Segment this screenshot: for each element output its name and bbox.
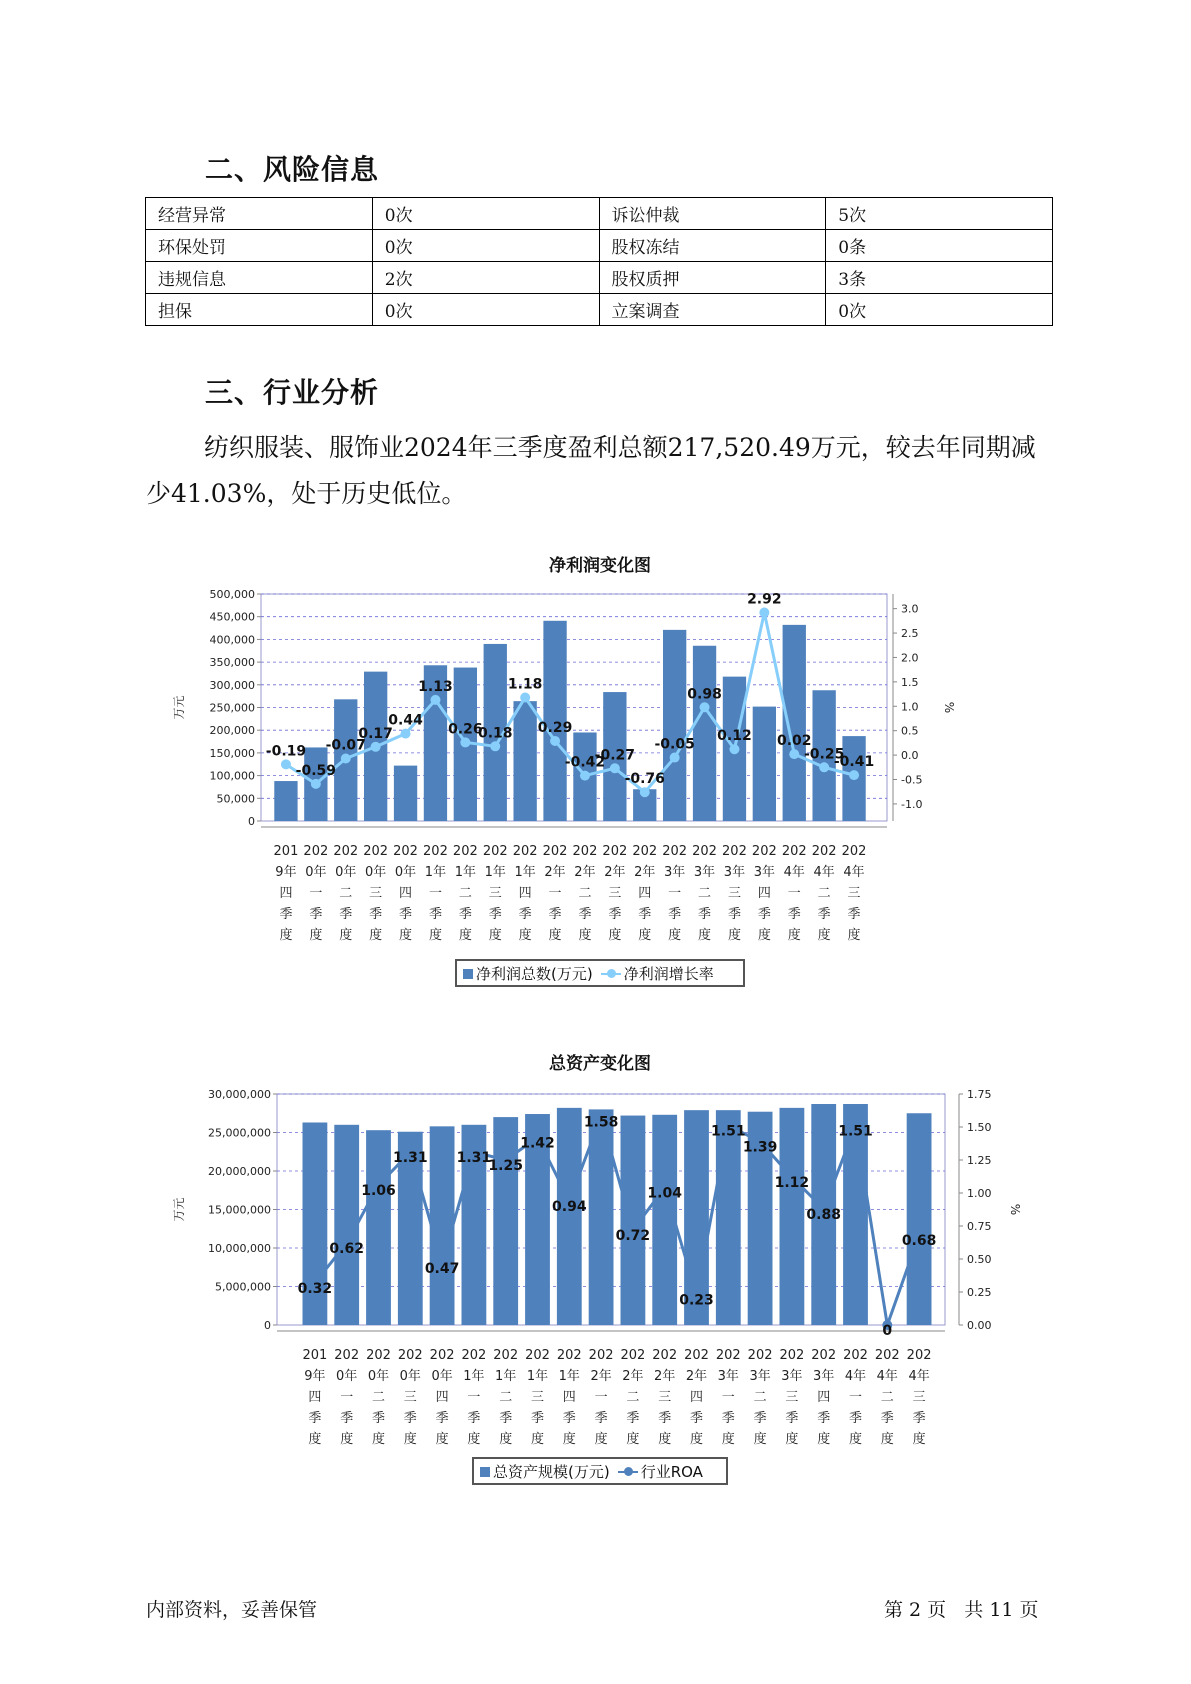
x-tick-label: 202 0年二季度 xyxy=(366,1348,391,1447)
data-label: -0.76 xyxy=(624,771,665,788)
x-tick-label: 202 1年一季度 xyxy=(423,844,448,943)
data-label: 1.13 xyxy=(418,678,453,695)
line-point xyxy=(789,749,799,759)
data-label: 1.06 xyxy=(361,1183,396,1200)
bar xyxy=(783,625,806,821)
x-tick-label: 202 0年一季度 xyxy=(334,1348,360,1447)
data-label: 1.51 xyxy=(711,1123,746,1140)
y2-tick-label: 1.75 xyxy=(967,1088,992,1101)
line-point xyxy=(371,742,381,752)
line-point xyxy=(281,759,291,769)
y2-axis-label: % xyxy=(1008,1203,1022,1216)
y-tick-label: 500,000 xyxy=(209,588,255,601)
y2-tick-label: 3.0 xyxy=(901,602,919,616)
y-tick-label: 150,000 xyxy=(209,746,255,760)
y-tick-label: 15,000,000 xyxy=(208,1203,271,1217)
data-label: -0.25 xyxy=(803,746,845,763)
risk-item-label: 诉讼仲裁 xyxy=(599,198,826,230)
x-tick-label: 202 3年二季度 xyxy=(692,844,717,943)
data-label: 1.04 xyxy=(647,1185,682,1202)
data-label: 0.26 xyxy=(448,721,483,738)
risk-table-row xyxy=(146,294,1053,326)
line-point xyxy=(610,763,620,773)
x-tick-label: 202 4年一季度 xyxy=(781,844,807,943)
x-tick-label: 202 2年二季度 xyxy=(572,844,598,943)
y2-tick-label: 0.5 xyxy=(901,724,919,738)
x-tick-label: 202 2年三季度 xyxy=(602,844,628,943)
line-point xyxy=(670,753,680,763)
x-tick-label: 202 0年三季度 xyxy=(397,1348,423,1447)
total-assets-chart xyxy=(172,1085,1022,1455)
risk-item-label: 经营异常 xyxy=(146,198,373,230)
data-label: 0.23 xyxy=(679,1292,714,1309)
risk-item-value: 0次 xyxy=(372,198,599,230)
x-tick-label: 202 3年一季度 xyxy=(662,844,688,943)
risk-item-label: 违规信息 xyxy=(146,262,373,294)
industry-paragraph xyxy=(146,425,1056,517)
y2-tick-label: 1.00 xyxy=(967,1187,992,1200)
risk-item-value: 3条 xyxy=(826,262,1053,294)
y-tick-label: 300,000 xyxy=(209,678,255,692)
y2-tick-label: 0.00 xyxy=(967,1319,992,1332)
legend-item-bar xyxy=(463,963,593,984)
y2-tick-label: 1.25 xyxy=(967,1154,992,1167)
x-tick-label: 202 0年一季度 xyxy=(303,844,329,943)
x-tick-label: 201 9年四季度 xyxy=(302,1348,328,1447)
legend-item-line xyxy=(601,963,714,984)
risk-table-row xyxy=(146,230,1053,262)
data-label: 0.17 xyxy=(358,725,393,742)
data-label: 2.92 xyxy=(747,591,782,608)
x-tick-label: 202 1年二季度 xyxy=(493,1348,519,1447)
y-tick-label: 30,000,000 xyxy=(208,1088,271,1101)
data-label: 0 xyxy=(882,1323,893,1339)
x-tick-label: 202 1年一季度 xyxy=(461,1348,487,1447)
data-label: 0.12 xyxy=(717,728,752,745)
legend-bar-label: 总资产规模(万元) xyxy=(493,1462,610,1481)
data-label: 1.39 xyxy=(742,1139,778,1156)
x-tick-label: 202 4年三季度 xyxy=(841,844,867,943)
risk-item-label: 环保处罚 xyxy=(146,230,373,262)
x-tick-label: 202 2年一季度 xyxy=(588,1348,614,1447)
line-point xyxy=(311,779,321,789)
y-axis-label: 万元 xyxy=(172,1197,186,1222)
line-point xyxy=(520,692,530,702)
data-label: -0.59 xyxy=(295,762,337,779)
data-label: 0.62 xyxy=(329,1241,364,1258)
line-point xyxy=(729,744,739,754)
risk-item-value: 0次 xyxy=(372,230,599,262)
risk-item-value: 2次 xyxy=(372,262,599,294)
data-label: -0.42 xyxy=(564,754,606,771)
data-label: 1.42 xyxy=(520,1135,555,1152)
x-tick-label: 202 3年三季度 xyxy=(722,844,747,943)
data-label: 0.44 xyxy=(388,712,423,729)
y-tick-label: 0 xyxy=(248,815,255,828)
line-point xyxy=(401,729,411,739)
bar xyxy=(557,1108,582,1325)
data-label: 1.31 xyxy=(456,1150,492,1167)
x-tick-label: 202 4年三季度 xyxy=(906,1348,932,1447)
legend-line-label: 行业ROA xyxy=(640,1462,703,1481)
bar xyxy=(779,1108,804,1325)
line-point xyxy=(460,737,470,747)
line-point xyxy=(490,741,500,751)
x-tick-label: 202 2年三季度 xyxy=(652,1348,678,1447)
chart-1-title: 净利润变化图 xyxy=(549,556,651,576)
data-label: -0.27 xyxy=(594,747,636,764)
data-label: 0.29 xyxy=(537,719,573,736)
x-tick-label: 202 2年四季度 xyxy=(632,844,658,943)
bar xyxy=(753,707,776,821)
legend-line-swatch xyxy=(618,1471,638,1473)
y2-tick-label: 1.50 xyxy=(967,1121,992,1134)
data-label: 0.02 xyxy=(776,733,812,750)
data-label: 0.68 xyxy=(901,1233,937,1250)
industry-section-title: 三、行业分析 xyxy=(205,376,380,409)
x-tick-label: 202 2年四季度 xyxy=(684,1348,709,1447)
risk-item-value: 0次 xyxy=(826,294,1053,326)
line-point xyxy=(819,762,829,772)
chart-2-title: 总资产变化图 xyxy=(549,1054,651,1074)
data-label: 0.88 xyxy=(806,1206,841,1223)
risk-item-value: 0次 xyxy=(372,294,599,326)
footer-page-number: 第 2 页 共 11 页 xyxy=(884,1599,1039,1621)
line-point xyxy=(700,702,710,712)
x-tick-label: 202 4年一季度 xyxy=(843,1348,868,1447)
y2-tick-label: 1.5 xyxy=(901,675,919,689)
y-tick-label: 100,000 xyxy=(209,769,255,783)
data-label: -0.05 xyxy=(654,736,695,753)
y2-tick-label: 2.0 xyxy=(901,651,919,665)
x-tick-label: 202 1年三季度 xyxy=(525,1348,550,1447)
risk-table-row xyxy=(146,262,1053,294)
risk-item-label: 股权冻结 xyxy=(599,230,826,262)
x-tick-label: 202 0年三季度 xyxy=(363,844,389,943)
data-label: 0.72 xyxy=(615,1227,651,1244)
y2-tick-label: 2.5 xyxy=(901,627,919,641)
y2-tick-label: 0.25 xyxy=(967,1286,992,1299)
y2-tick-label: 0.75 xyxy=(967,1220,992,1233)
data-label: 0.32 xyxy=(297,1280,333,1297)
x-tick-label: 202 4年二季度 xyxy=(874,1348,900,1447)
line-point xyxy=(430,695,440,705)
data-label: 1.25 xyxy=(488,1158,523,1174)
x-tick-label: 202 3年四季度 xyxy=(751,844,777,943)
x-tick-label: 202 1年二季度 xyxy=(452,844,478,943)
legend-bar-swatch xyxy=(480,1467,490,1477)
data-label: 1.12 xyxy=(774,1175,810,1192)
bar xyxy=(907,1113,932,1325)
legend-item-line xyxy=(618,1461,703,1482)
line-point xyxy=(580,771,590,781)
y-tick-label: 50,000 xyxy=(216,792,255,806)
y2-tick-label: 0.0 xyxy=(901,749,919,763)
y-tick-label: 400,000 xyxy=(209,633,255,647)
legend-bar-label: 净利润总数(万元) xyxy=(476,964,593,983)
data-label: 1.18 xyxy=(507,676,543,693)
chart-1-legend xyxy=(455,959,745,987)
bar xyxy=(693,646,716,821)
x-tick-label: 202 2年一季度 xyxy=(542,844,568,943)
y-tick-label: 350,000 xyxy=(209,656,255,670)
x-tick-label: 202 3年一季度 xyxy=(715,1348,741,1447)
legend-line-label: 净利润增长率 xyxy=(623,964,714,983)
y2-tick-label: 0.50 xyxy=(967,1253,992,1266)
data-label: 0.98 xyxy=(687,686,722,703)
legend-item-bar xyxy=(480,1461,610,1482)
line-point xyxy=(849,770,859,780)
y-tick-label: 20,000,000 xyxy=(208,1165,271,1178)
net-profit-chart xyxy=(172,585,975,955)
risk-item-label: 股权质押 xyxy=(599,262,826,294)
x-tick-label: 202 1年四季度 xyxy=(556,1348,582,1447)
x-tick-label: 202 2年二季度 xyxy=(620,1348,646,1447)
bar xyxy=(430,1126,455,1325)
x-tick-label: 202 0年二季度 xyxy=(333,844,359,943)
line-point xyxy=(640,787,650,797)
y-axis-label: 万元 xyxy=(172,695,186,720)
x-tick-label: 202 1年三季度 xyxy=(482,844,508,943)
risk-item-value: 5次 xyxy=(826,198,1053,230)
legend-line-swatch xyxy=(601,973,621,975)
y-tick-label: 25,000,000 xyxy=(208,1126,271,1140)
x-tick-label: 201 9年四季度 xyxy=(273,844,299,943)
risk-info-table xyxy=(145,197,1053,326)
x-tick-label: 202 3年四季度 xyxy=(811,1348,837,1447)
y2-tick-label: -1.0 xyxy=(901,797,923,811)
bar xyxy=(716,1110,741,1325)
line-point xyxy=(759,608,769,618)
bar xyxy=(663,630,686,821)
risk-item-label: 立案调查 xyxy=(599,294,826,326)
line-point xyxy=(341,754,351,764)
risk-item-value: 0条 xyxy=(826,230,1053,262)
legend-bar-swatch xyxy=(463,969,473,979)
data-label: -0.07 xyxy=(325,737,366,754)
line-point xyxy=(550,736,560,746)
bar xyxy=(274,781,297,821)
bar xyxy=(513,701,536,821)
industry-paragraph-text: 纺织服装、服饰业2024年三季度盈利总额217,520.49万元，较去年同期减少41.03%，处于历史低位。 xyxy=(146,433,1036,508)
risk-table-row xyxy=(146,198,1053,230)
y-tick-label: 10,000,000 xyxy=(208,1242,271,1255)
risk-item-label: 担保 xyxy=(146,294,373,326)
data-label: 0.94 xyxy=(552,1198,587,1215)
data-label: 0.18 xyxy=(477,725,513,742)
x-tick-label: 202 3年三季度 xyxy=(779,1348,805,1447)
data-label: 1.58 xyxy=(583,1114,619,1131)
x-tick-label: 202 0年四季度 xyxy=(393,844,418,943)
y2-tick-label: -0.5 xyxy=(901,773,923,787)
risk-section-title: 二、风险信息 xyxy=(205,153,380,186)
footer-left: 内部资料，妥善保管 xyxy=(146,1599,318,1621)
data-label: -0.41 xyxy=(833,754,875,771)
y-tick-label: 0 xyxy=(264,1319,271,1332)
data-label: 1.31 xyxy=(393,1150,428,1167)
y2-axis-label: % xyxy=(942,701,956,714)
x-tick-label: 202 4年二季度 xyxy=(811,844,837,943)
data-label: -0.19 xyxy=(265,743,307,760)
y-tick-label: 5,000,000 xyxy=(215,1280,271,1294)
y-tick-label: 200,000 xyxy=(209,724,255,738)
bar xyxy=(366,1130,391,1325)
y-tick-label: 450,000 xyxy=(209,610,255,624)
bar xyxy=(394,766,417,821)
x-tick-label: 202 0年四季度 xyxy=(429,1348,455,1447)
chart-2-legend xyxy=(472,1457,728,1485)
bar xyxy=(493,1117,518,1325)
y-tick-label: 250,000 xyxy=(209,701,255,715)
x-tick-label: 202 3年二季度 xyxy=(747,1348,773,1447)
data-label: 0.47 xyxy=(424,1260,460,1277)
data-label: 1.51 xyxy=(838,1123,873,1140)
y2-tick-label: 1.0 xyxy=(901,700,919,714)
x-tick-label: 202 1年四季度 xyxy=(512,844,538,943)
